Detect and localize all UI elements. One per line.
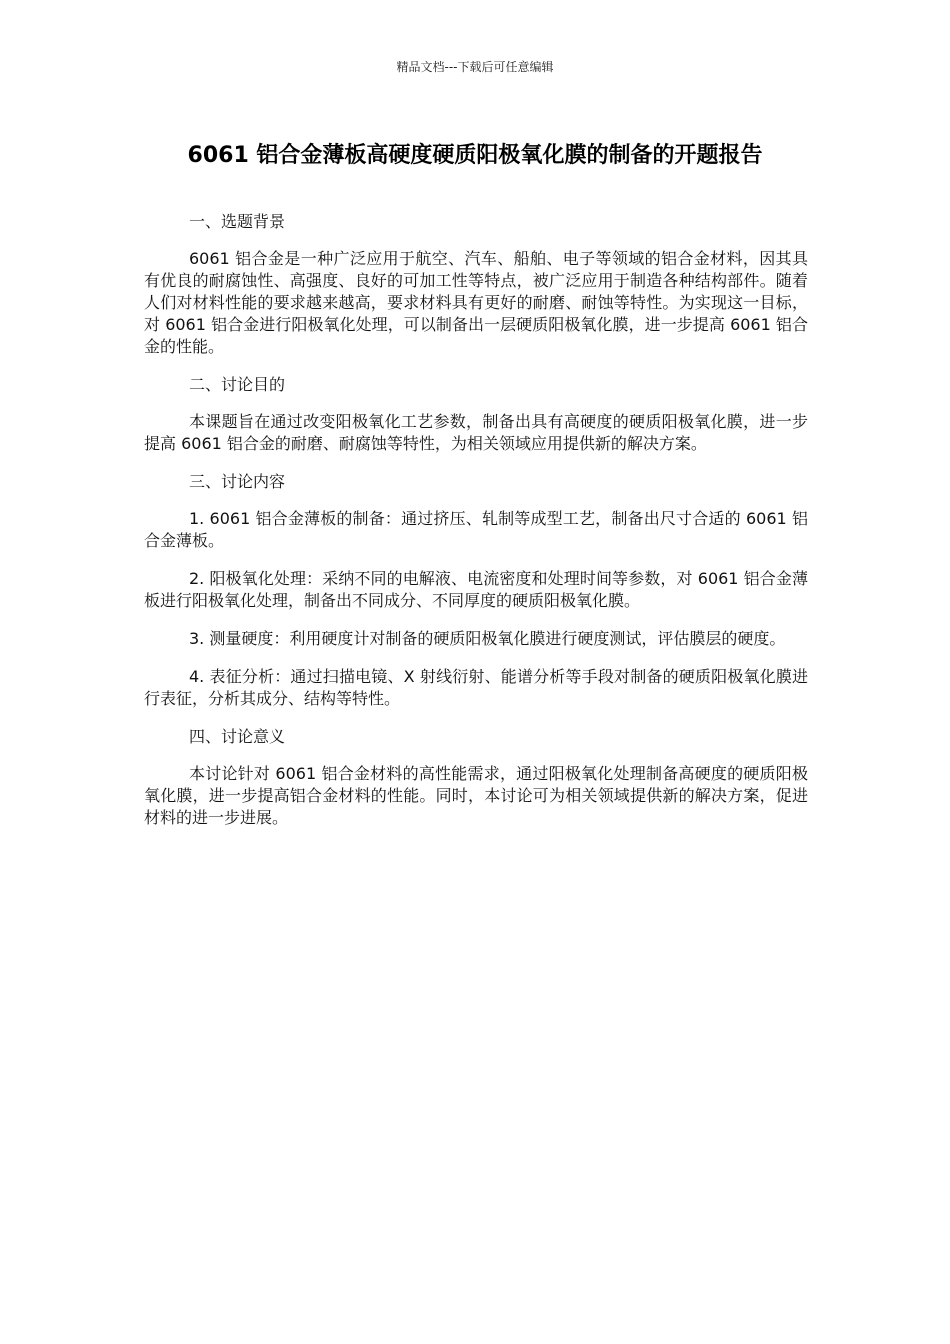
section-heading: 三、讨论内容	[189, 472, 286, 491]
section-purpose	[144, 374, 808, 455]
page-header-note: 精品文档---下载后可任意编辑	[396, 60, 554, 74]
list-item: 3. 测量硬度：利用硬度计对制备的硬质阳极氧化膜进行硬度测试，评估膜层的硬度。	[189, 629, 786, 648]
section-heading: 一、选题背景	[189, 212, 286, 231]
document-body	[144, 211, 808, 845]
paragraph: 本讨论针对 6061 铝合金材料的高性能需求，通过阳极氧化处理制备高硬度的硬质阳极氧化膜，进一步提高铝合金材料的性能。同时，本讨论可为相关领域提供新的解决方案，促进材料的进一步进展。	[144, 764, 808, 827]
paragraph: 6061 铝合金是一种广泛应用于航空、汽车、船舶、电子等领域的铝合金材料，因其具有优良的耐腐蚀性、高强度、良好的可加工性等特点，被广泛应用于制造各种结构部件。随着人们对材料性能的要求越来越高，要求材料具有更好的耐磨、耐蚀等特性。为实现这一目标，对 6061 铝合金进行阳极氧化处理，可以制备出一层硬质阳极氧化膜，进一步提高 6061 铝合金的性能。	[144, 249, 808, 356]
section-background	[144, 211, 808, 358]
section-content	[144, 471, 808, 710]
section-significance	[144, 726, 808, 829]
list-item: 4. 表征分析：通过扫描电镜、X 射线衍射、能谱分析等手段对制备的硬质阳极氧化膜进行表征，分析其成分、结构等特性。	[144, 667, 808, 708]
document-title: 6061 铝合金薄板高硬度硬质阳极氧化膜的制备的开题报告	[187, 143, 763, 168]
section-heading: 四、讨论意义	[189, 727, 286, 746]
list-item: 1. 6061 铝合金薄板的制备：通过挤压、轧制等成型工艺，制备出尺寸合适的 6061 铝合金薄板。	[144, 509, 808, 550]
section-heading: 二、讨论目的	[189, 375, 286, 394]
paragraph: 本课题旨在通过改变阳极氧化工艺参数，制备出具有高硬度的硬质阳极氧化膜，进一步提高 6061 铝合金的耐磨、耐腐蚀等特性，为相关领域应用提供新的解决方案。	[144, 412, 808, 453]
list-item: 2. 阳极氧化处理：采纳不同的电解液、电流密度和处理时间等参数，对 6061 铝合金薄板进行阳极氧化处理，制备出不同成分、不同厚度的硬质阳极氧化膜。	[144, 569, 808, 610]
